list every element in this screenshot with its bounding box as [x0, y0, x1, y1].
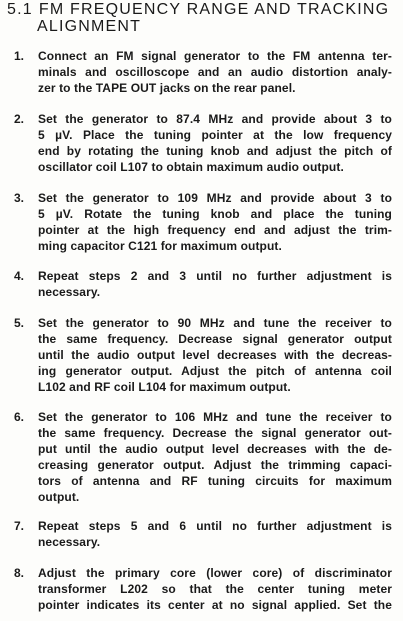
step-line: Repeat steps 2 and 3 until no further adjustment is: [38, 269, 392, 283]
step-number: 8.: [14, 566, 25, 580]
step-number: 4.: [14, 269, 25, 283]
step-line: end by rotating the tuning knob and adjust the pitch of: [38, 144, 392, 158]
step-line: Set the generator to 90 MHz and tune the receiver to: [38, 316, 392, 330]
step-line: oscillator coil L107 to obtain maximum audio output.: [38, 160, 344, 174]
step-line: necessary.: [38, 535, 101, 549]
step-line: L102 and RF coil L104 for maximum output.: [38, 380, 291, 394]
step-line: until the audio output level decreases with the decreas-: [38, 348, 392, 362]
step-line: 5 µV. Rotate the tuning knob and place the tuning: [38, 207, 392, 221]
step-number: 7.: [14, 519, 25, 533]
step-line: the same frequency. Decrease the signal generator out-: [38, 426, 392, 440]
step-line: ming capacitor C121 for maximum output.: [38, 239, 282, 253]
step-text: [38, 518, 392, 550]
step-line: pointer at the high frequency end and adjust the trim-: [38, 223, 392, 237]
step-number: 2.: [14, 112, 25, 126]
step-text: [38, 111, 392, 175]
step-line: necessary.: [38, 285, 101, 299]
step-line: tors of antenna and RF tuning circuits for maximum: [38, 474, 392, 488]
step-line: the same frequency. Decrease signal generator output: [38, 332, 392, 346]
step-line: output.: [38, 490, 80, 504]
step-line: Repeat steps 5 and 6 until no further adjustment is: [38, 519, 392, 533]
step-number: 5.: [14, 316, 25, 330]
step-line: Connect an FM signal generator to the FM antenna ter-: [38, 49, 392, 63]
step-line: Set the generator to 87.4 MHz and provide about 3 to: [38, 112, 392, 126]
step-line: creasing generator output. Adjust the trimming capaci-: [38, 458, 392, 472]
step-text: [38, 565, 392, 613]
step-text: [38, 268, 392, 300]
step-line: transformer L202 so that the center tuning meter: [38, 582, 392, 596]
step-number: 6.: [14, 410, 25, 424]
step-number: 3.: [14, 191, 25, 205]
step-line: pointer indicates its center at no signal applied. Set the: [38, 598, 392, 612]
step-line: Set the generator to 106 MHz and tune the receiver to: [38, 410, 392, 424]
step-text: [38, 315, 392, 395]
step-line: put until the audio output level decreases with the de-: [38, 442, 392, 456]
step-line: ing generator output. Adjust the pitch of antenna coil: [38, 364, 392, 378]
step-text: [38, 409, 392, 505]
section-number: 5.1: [7, 1, 33, 18]
step-line: 5 µV. Place the tuning pointer at the low frequency: [38, 128, 392, 142]
section-title-line2: ALIGNMENT: [37, 18, 142, 35]
step-line: Adjust the primary core (lower core) of discriminator: [38, 566, 392, 580]
step-number: 1.: [14, 49, 25, 63]
step-line: Set the generator to 109 MHz and provide about 3 to: [38, 191, 392, 205]
step-line: minals and oscilloscope and an audio distortion analy-: [38, 65, 392, 79]
step-text: [38, 48, 392, 96]
step-line: zer to the TAPE OUT jacks on the rear panel.: [38, 81, 296, 95]
step-text: [38, 190, 392, 254]
section-title-line1: FM FREQUENCY RANGE AND TRACKING: [38, 1, 390, 18]
